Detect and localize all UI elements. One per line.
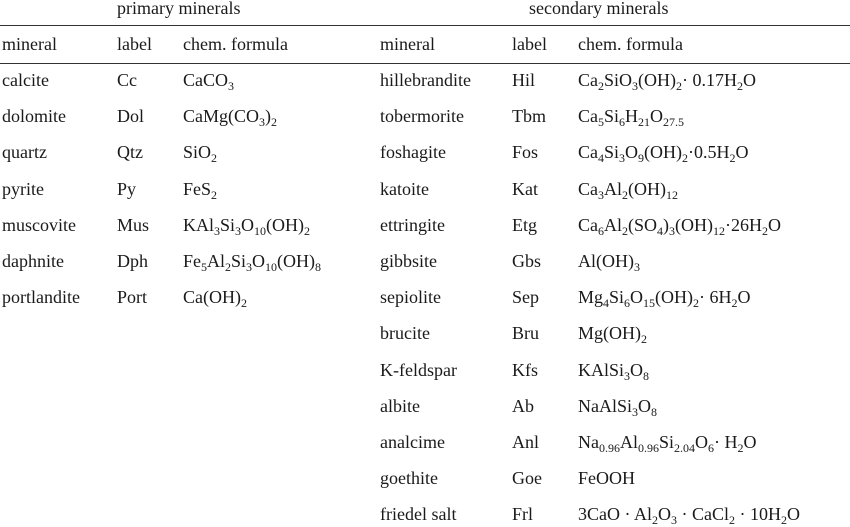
primary-minerals-title: primary minerals — [117, 0, 241, 18]
secondary-label-cell: Bru — [512, 323, 539, 343]
secondary-label-cell: Ab — [512, 396, 534, 416]
secondary-mineral-cell: goethite — [380, 468, 438, 488]
secondary-mineral-cell: katoite — [380, 179, 429, 199]
primary-formula-cell: $Fe_5Al_2Si_3O_{10}(OH)_8$ — [183, 251, 322, 274]
primary-formula-cell: $Ca(OH)_2$ — [183, 287, 247, 310]
primary-label-cell: Py — [117, 179, 137, 199]
secondary-formula-cell: $Ca_3Al_2(OH)_{12}$ — [578, 179, 678, 202]
secondary-label-cell: Etg — [512, 215, 537, 235]
secondary-label-cell: Gbs — [512, 251, 542, 271]
secondary-formula-cell: $Al(OH)_3$ — [578, 251, 640, 274]
primary-mineral-cell: calcite — [2, 70, 49, 90]
secondary-label-cell: Tbm — [512, 106, 546, 126]
primary-formula-cell: $CaMg(CO_3)_2$ — [183, 106, 277, 129]
primary-label-cell: Port — [117, 287, 148, 307]
header-secondary-label: label — [512, 34, 547, 54]
secondary-formula-cell: $NaAlSi_3O_8$ — [578, 396, 657, 419]
secondary-formula-cell: $Ca_4Si_3O_9(OH)_2\cdot 0.5H_2O$ — [578, 142, 749, 165]
header-secondary-formula: chem. formula — [578, 34, 683, 54]
primary-formula-cell: CaCO$_3$ — [183, 70, 234, 93]
header-rule — [0, 63, 850, 64]
secondary-formula-cell: $Ca_2SiO_3(OH)_2\cdot 0.17H_2O$ — [578, 70, 757, 93]
header-primary-mineral: mineral — [2, 34, 57, 54]
primary-mineral-cell: pyrite — [2, 179, 44, 199]
secondary-label-cell: Frl — [512, 504, 534, 524]
secondary-formula-cell: $3CaO \cdot Al_2O_3$ · CaCl$_2$ · $10H_2O$ — [578, 504, 800, 527]
secondary-formula-cell: $Na_{0.96}Al_{0.96}Si_{2.04}O_6\cdot H_2O$ — [578, 432, 757, 455]
primary-mineral-cell: quartz — [2, 142, 47, 162]
secondary-label-cell: Kfs — [512, 360, 538, 380]
primary-formula-cell: $KAl_3Si_3O_{10}(OH)_2$ — [183, 215, 311, 238]
secondary-mineral-cell: tobermorite — [380, 106, 464, 126]
primary-mineral-cell: portlandite — [2, 287, 80, 307]
secondary-mineral-cell: friedel salt — [380, 504, 457, 524]
secondary-mineral-cell: analcime — [380, 432, 445, 452]
header-secondary-mineral: mineral — [380, 34, 435, 54]
secondary-mineral-cell: foshagite — [380, 142, 446, 162]
secondary-formula-cell: $Ca_6Al_2(SO_4)_3(OH)_{12}\cdot 26H_2O$ — [578, 215, 782, 238]
primary-formula-cell: FeS$_2$ — [183, 179, 218, 202]
secondary-label-cell: Goe — [512, 468, 542, 488]
primary-label-cell: Dph — [117, 251, 148, 271]
secondary-formula-cell: $Ca_5Si_6H_{21}O_{27.5}$ — [578, 106, 685, 129]
secondary-mineral-cell: hillebrandite — [380, 70, 471, 90]
secondary-minerals-title: secondary minerals — [529, 0, 669, 18]
secondary-label-cell: Fos — [512, 142, 539, 162]
header-primary-label: label — [117, 34, 152, 54]
secondary-label-cell: Anl — [512, 432, 539, 452]
primary-label-cell: Mus — [117, 215, 150, 235]
secondary-mineral-cell: K-feldspar — [380, 360, 457, 380]
top-rule — [0, 25, 850, 26]
secondary-mineral-cell: ettringite — [380, 215, 445, 235]
secondary-mineral-cell: brucite — [380, 323, 430, 343]
secondary-formula-cell: $Mg_4Si_6O_{15}(OH)_2\cdot 6H_2O$ — [578, 287, 751, 310]
secondary-label-cell: Kat — [512, 179, 538, 199]
secondary-mineral-cell: albite — [380, 396, 420, 416]
secondary-formula-cell: $Mg(OH)_2$ — [578, 323, 647, 346]
primary-formula-cell: SiO$_2$ — [183, 142, 218, 165]
primary-mineral-cell: daphnite — [2, 251, 64, 271]
header-primary-formula: chem. formula — [183, 34, 288, 54]
primary-label-cell: Dol — [117, 106, 144, 126]
primary-mineral-cell: dolomite — [2, 106, 66, 126]
secondary-label-cell: Sep — [512, 287, 539, 307]
secondary-mineral-cell: sepiolite — [380, 287, 441, 307]
secondary-label-cell: Hil — [512, 70, 536, 90]
secondary-formula-cell: FeOOH — [578, 468, 635, 488]
primary-label-cell: Cc — [117, 70, 137, 90]
secondary-mineral-cell: gibbsite — [380, 251, 437, 271]
primary-mineral-cell: muscovite — [2, 215, 76, 235]
primary-label-cell: Qtz — [117, 142, 143, 162]
secondary-formula-cell: $KAlSi_3O_8$ — [578, 360, 650, 383]
